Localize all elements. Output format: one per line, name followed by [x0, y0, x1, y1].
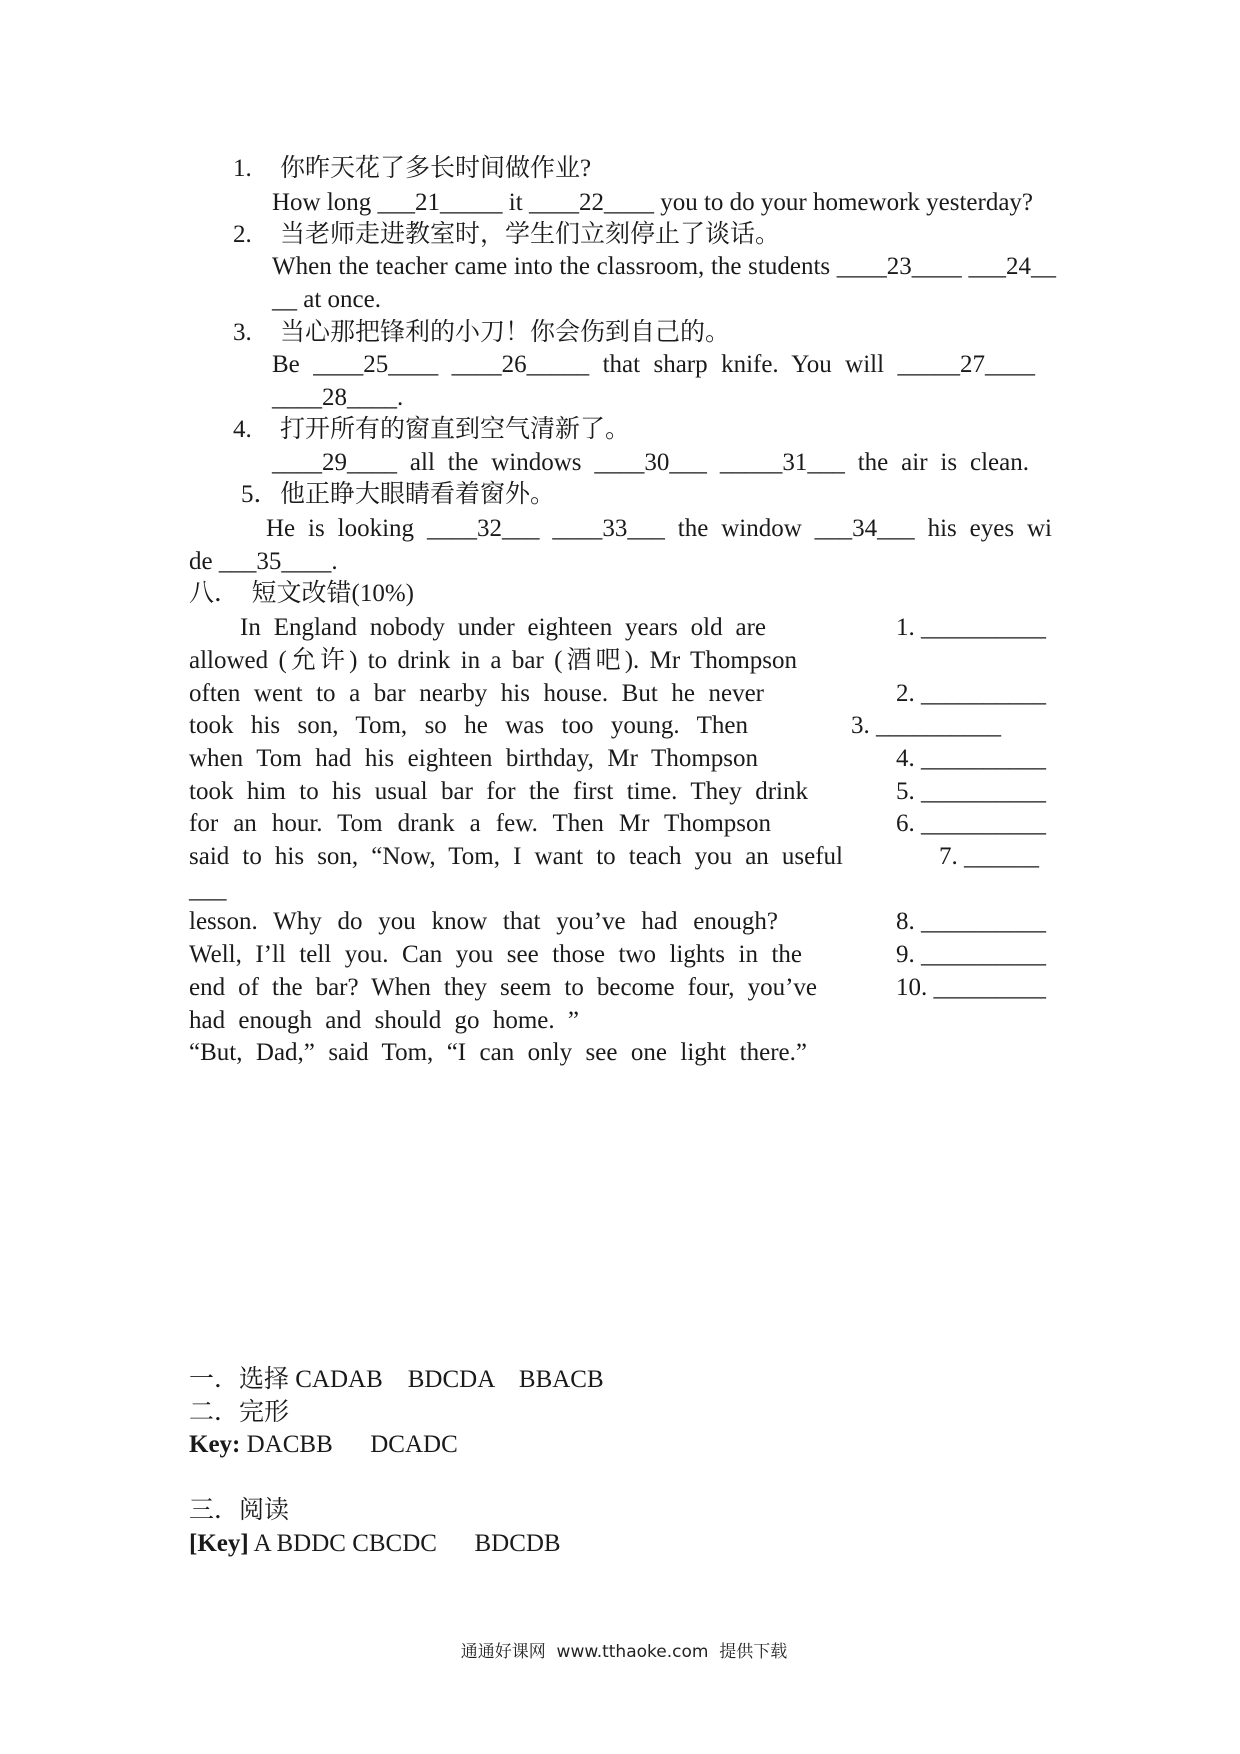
passage-line: took him to his usual bar for the first time. They drink: [189, 778, 808, 805]
answer-blank: 2. __________: [896, 680, 1046, 707]
reading-key-label: [Key]: [189, 1530, 249, 1557]
item-chinese-sentence: 他正睁大眼睛看着窗外。: [280, 481, 556, 508]
reading-key-value: A BDDC CBCDC BDCDB: [248, 1530, 561, 1557]
item-english-sentence: Be ____25____ ____26_____ that sharp knife. You will _____27____: [272, 351, 1035, 378]
passage-line: “But, Dad,” said Tom, “I can only see one light there.”: [189, 1039, 807, 1066]
item-english-sentence-continued: ____28____.: [272, 384, 404, 411]
cloze-key-value: DACBB DCADC: [240, 1431, 458, 1458]
answer-blank: 1. __________: [896, 614, 1046, 641]
item-english-sentence-continued: __ at once.: [272, 286, 381, 313]
passage-line: end of the bar? When they seem to become four, you’ve: [189, 974, 817, 1001]
cloze-key-line: [189, 1428, 458, 1461]
passage-line: lesson. Why do you know that you’ve had enough?: [189, 908, 778, 935]
page-footer: 通通好课网 www.tthaoke.com 提供下载: [460, 1642, 788, 1662]
item-chinese-sentence: 打开所有的窗直到空气清新了。: [280, 416, 631, 443]
item-english-sentence: He is looking ____32___ ____33___ the window ___34___ his eyes wi: [266, 515, 1052, 542]
answer-blank: 7. ______: [939, 843, 1039, 870]
passage-line: allowed (允许) to drink in a bar (酒吧). Mr Thompson: [189, 647, 797, 674]
item-number: 5．: [241, 481, 279, 508]
answer-blank: 5. __________: [896, 778, 1046, 805]
answer-blank: 3. __________: [851, 712, 1001, 739]
passage-line: for an hour. Tom drank a few. Then Mr Thompson: [189, 810, 771, 837]
answer-blank: 8. __________: [896, 908, 1046, 935]
item-english-sentence: ____29____ all the windows ____30___ _____31___ the air is clean.: [272, 449, 1029, 476]
item-number: 3.: [233, 319, 252, 346]
item-number: 1.: [233, 155, 252, 182]
answer-blank: 9. __________: [896, 941, 1046, 968]
choice-answers: 一．选择 CADAB BDCDA BBACB: [189, 1366, 604, 1393]
item-english-sentence-continued: de ___35____.: [189, 548, 338, 575]
passage-line: In England nobody under eighteen years old are: [240, 614, 766, 641]
cloze-key-label: Key:: [189, 1431, 241, 1458]
passage-line: when Tom had his eighteen birthday, Mr Thompson: [189, 745, 758, 772]
item-chinese-sentence: 你昨天花了多长时间做作业?: [280, 155, 592, 182]
answer-blank: 10. _________: [896, 974, 1046, 1001]
item-number: 4.: [233, 416, 252, 443]
item-chinese-sentence: 当心那把锋利的小刀！你会伤到自己的。: [280, 319, 731, 346]
item-english-sentence: When the teacher came into the classroom, the students ____23____ ___24__: [272, 253, 1056, 280]
passage-line: had enough and should go home. ”: [189, 1007, 579, 1034]
answer-blank: 6. __________: [896, 810, 1046, 837]
passage-line: often went to a bar nearby his house. But he never: [189, 680, 764, 707]
passage-line: said to his son, “Now, Tom, I want to teach you an useful: [189, 843, 843, 870]
item-number: 2.: [233, 221, 252, 248]
reading-key-line: [189, 1527, 561, 1560]
item-chinese-sentence: 当老师走进教室时，学生们立刻停止了谈话。: [280, 221, 781, 248]
reading-title: 三．阅读: [189, 1497, 290, 1524]
item-english-sentence: How long ___21_____ it ____22____ you to do your homework yesterday?: [272, 189, 1034, 216]
cloze-title: 二．完形: [189, 1399, 290, 1426]
passage-line: Well, I’ll tell you. Can you see those two lights in the: [189, 941, 802, 968]
passage-line: ___: [189, 876, 227, 903]
passage-line: took his son, Tom, so he was too young. Then: [189, 712, 748, 739]
answer-blank: 4. __________: [896, 745, 1046, 772]
section-heading: 八． 短文改错(10%): [189, 580, 414, 607]
